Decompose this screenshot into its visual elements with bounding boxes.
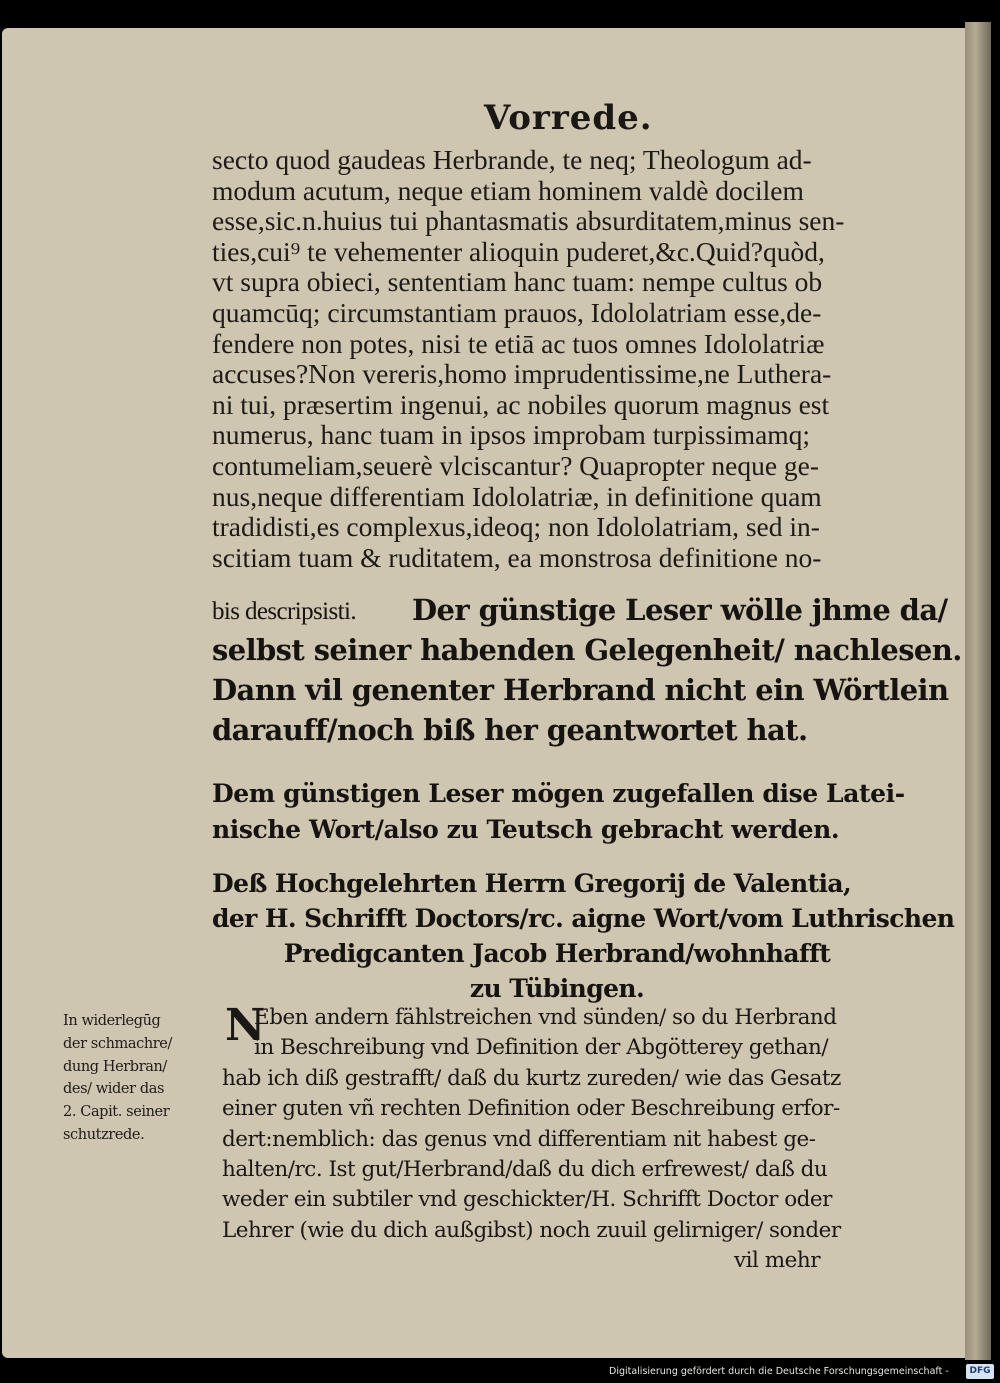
marginal-note	[63, 1010, 223, 1147]
latin-paragraph	[212, 145, 902, 573]
latin-line: nus,neque differentiam Idololatriæ, in definitione quam	[212, 480, 822, 512]
latin-tail: bis descripsisti.	[212, 598, 356, 625]
section-title	[212, 866, 955, 1006]
latin-line: quamcūq; circumstantiam prauos, Idololatriam esse,de-	[212, 296, 822, 328]
catchword: vil mehr	[734, 1248, 820, 1274]
dfg-logo[interactable]: DFG	[966, 1364, 994, 1379]
latin-line: ties,cui⁹ te vehementer alioquin puderet,&c.Quid?quòd,	[212, 235, 825, 267]
title-line: zu Tübingen.	[469, 974, 645, 1003]
latin-line: numerus, hanc tuam in ipsos improbam turpissimamq;	[212, 419, 811, 451]
title-line: der H. Schrifft Doctors/rc. aigne Wort/vom Luthrischen	[212, 904, 955, 933]
body-line: in Beschreibung vnd Definition der Abgötterey gethan/	[254, 1035, 829, 1061]
latin-line: vt supra obieci, sententiam hanc tuam: nempe cultus ob	[212, 266, 823, 298]
title-line: Deß Hochgelehrten Herrn Gregorij de Valentia,	[212, 869, 852, 898]
margin-line: dung Herbran/	[63, 1058, 167, 1075]
body-line: dert:nemblich: das genus vnd differentiam nit habest ge-	[222, 1126, 816, 1152]
margin-line: In widerlegūg	[63, 1013, 161, 1029]
german-line: selbst seiner habenden Gelegenheit/ nachlesen.	[212, 633, 962, 667]
reader-note-paragraph	[212, 590, 962, 750]
page-heading: Vorrede.	[484, 98, 653, 138]
latin-line: scitiam tuam & ruditatem, ea monstrosa definitione no-	[212, 541, 822, 573]
latin-line: ni tui, præsertim ingenui, ac nobiles quorum magnus est	[212, 388, 830, 420]
body-line: hab ich diß gestrafft/ daß du kurtz zureden/ wie das Gesatz	[222, 1065, 841, 1091]
margin-line: schutzrede.	[63, 1126, 145, 1143]
latin-line: accuses?Non vereris,homo imprudentissime,ne Luthera-	[212, 358, 832, 390]
german-line: Dann vil genenter Herbrand nicht ein Wörtlein	[212, 673, 949, 707]
body-line: halten/rc. Ist gut/Herbrand/daß du dich erfrewest/ daß du	[222, 1157, 828, 1183]
latin-line: modum acutum, neque etiam hominem valdè docilem	[212, 174, 804, 206]
latin-line: esse,sic.n.huius tui phantasmatis absurditatem,minus sen-	[212, 205, 845, 237]
body-line: weder ein subtiler vnd geschickter/H. Schrifft Doctor oder	[222, 1187, 832, 1213]
german-line: nische Wort/also zu Teutsch gebracht werden.	[212, 815, 840, 844]
translation-intro	[212, 776, 905, 848]
body-line: einer guten vñ rechten Definition oder Beschreibung erfor-	[222, 1096, 840, 1122]
margin-line: 2. Capit. seiner	[63, 1104, 170, 1121]
body-paragraph	[222, 1003, 912, 1277]
margin-line: des/ wider das	[63, 1081, 165, 1098]
body-line: Lehrer (wie du dich außgibst) noch zuuil gelirniger/ sonder	[222, 1217, 841, 1243]
title-line: Predigcanten Jacob Herbrand/wohnhafft	[283, 939, 831, 968]
latin-line: secto quod gaudeas Herbrande, te neq; Theologum ad-	[212, 144, 812, 175]
latin-line: fendere non potes, nisi te etiā ac tuos omnes Idololatriæ	[212, 327, 825, 359]
latin-line: contumeliam,seuerè vlciscantur? Quapropter neque ge-	[212, 449, 820, 481]
funding-footer: Digitalisierung gefördert durch die Deutsche Forschungsgemeinschaft -	[609, 1366, 949, 1377]
german-line: darauff/noch biß her geantwortet hat.	[212, 713, 808, 747]
body-line: Eben andern fählstreichen vnd sünden/ so du Herbrand	[254, 1005, 837, 1030]
german-line: Der günstige Leser wölle jhme da/	[412, 593, 948, 627]
page-edge	[965, 22, 991, 1360]
margin-line: der schmachre/	[63, 1035, 172, 1052]
latin-line: tradidisti,es complexus,ideoq; non Idololatriam, sed in-	[212, 511, 820, 543]
german-line: Dem günstigen Leser mögen zugefallen dise Latei-	[212, 779, 905, 808]
drop-initial: N	[225, 1000, 266, 1051]
